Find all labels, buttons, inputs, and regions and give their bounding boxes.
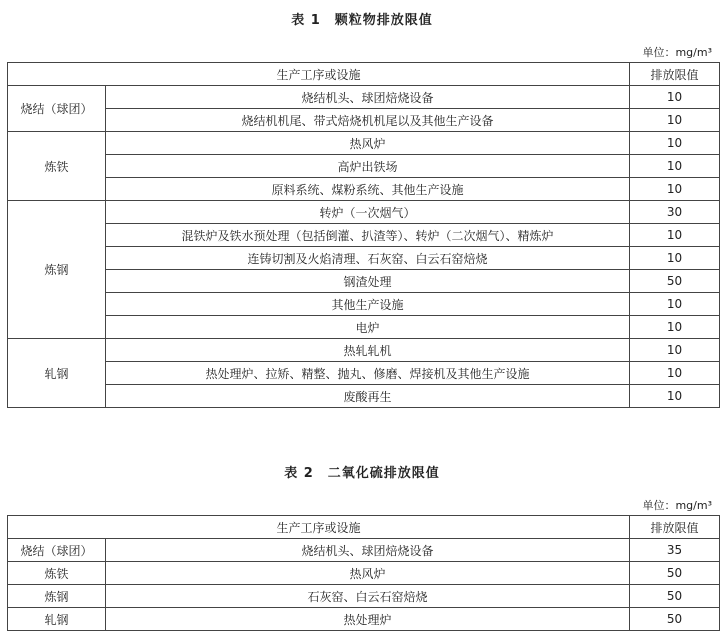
table-row <box>8 562 720 585</box>
table2-title: 表 2 二氧化硫排放限值 <box>284 466 440 481</box>
limit-cell: 10 <box>630 362 720 385</box>
limit-cell: 10 <box>630 178 720 201</box>
table-row <box>8 109 720 132</box>
limit-cell: 10 <box>630 86 720 109</box>
facility-cell: 热风炉 <box>106 132 630 155</box>
limit-cell: 10 <box>630 247 720 270</box>
category-cell: 炼钢 <box>8 585 106 608</box>
category-cell: 轧钢 <box>8 608 106 631</box>
limit-cell: 10 <box>630 293 720 316</box>
facility-cell: 烧结机机尾、带式焙烧机机尾以及其他生产设备 <box>106 109 630 132</box>
category-cell: 炼铁 <box>8 562 106 585</box>
limit-cell: 10 <box>630 155 720 178</box>
table-row <box>8 362 720 385</box>
table2-unit: 单位：mg/m³ <box>642 499 712 512</box>
limit-cell: 10 <box>630 224 720 247</box>
limit-cell: 10 <box>630 385 720 408</box>
facility-cell: 烧结机头、球团焙烧设备 <box>106 539 630 562</box>
limit-cell: 10 <box>630 339 720 362</box>
header-process: 生产工序或设施 <box>8 63 630 86</box>
table-row <box>8 224 720 247</box>
table-row <box>8 270 720 293</box>
category-cell: 炼钢 <box>8 201 106 339</box>
facility-cell: 电炉 <box>106 316 630 339</box>
limit-cell: 50 <box>630 585 720 608</box>
facility-cell: 混铁炉及铁水预处理（包括倒灌、扒渣等）、转炉（二次烟气）、精炼炉 <box>106 224 630 247</box>
table-row <box>8 539 720 562</box>
table-row <box>8 293 720 316</box>
limit-cell: 35 <box>630 539 720 562</box>
table-header-row <box>8 63 720 86</box>
facility-cell: 石灰窑、白云石窑焙烧 <box>106 585 630 608</box>
table-row <box>8 385 720 408</box>
table1-title: 表 1 颗粒物排放限值 <box>291 13 433 28</box>
table-row <box>8 132 720 155</box>
table-row <box>8 316 720 339</box>
header-process: 生产工序或设施 <box>8 516 630 539</box>
facility-cell: 其他生产设施 <box>106 293 630 316</box>
table1-unit: 单位：mg/m³ <box>642 46 712 59</box>
limit-cell: 10 <box>630 132 720 155</box>
table-row <box>8 155 720 178</box>
limit-cell: 10 <box>630 316 720 339</box>
limit-cell: 50 <box>630 608 720 631</box>
facility-cell: 连铸切割及火焰清理、石灰窑、白云石窑焙烧 <box>106 247 630 270</box>
table-row <box>8 86 720 109</box>
facility-cell: 热风炉 <box>106 562 630 585</box>
table-row <box>8 178 720 201</box>
table-header-row <box>8 516 720 539</box>
particulate-limit-table <box>7 62 720 408</box>
category-cell: 轧钢 <box>8 339 106 408</box>
facility-cell: 原料系统、煤粉系统、其他生产设施 <box>106 178 630 201</box>
facility-cell: 钢渣处理 <box>106 270 630 293</box>
facility-cell: 废酸再生 <box>106 385 630 408</box>
table-row <box>8 247 720 270</box>
facility-cell: 高炉出铁场 <box>106 155 630 178</box>
category-cell: 烧结（球团） <box>8 86 106 132</box>
category-cell: 烧结（球团） <box>8 539 106 562</box>
limit-cell: 50 <box>630 562 720 585</box>
limit-cell: 50 <box>630 270 720 293</box>
so2-limit-table <box>7 515 720 631</box>
header-limit: 排放限值 <box>630 63 720 86</box>
facility-cell: 热处理炉 <box>106 608 630 631</box>
category-cell: 炼铁 <box>8 132 106 201</box>
table-row <box>8 585 720 608</box>
facility-cell: 烧结机头、球团焙烧设备 <box>106 86 630 109</box>
facility-cell: 转炉（一次烟气） <box>106 201 630 224</box>
table-row <box>8 201 720 224</box>
facility-cell: 热轧轧机 <box>106 339 630 362</box>
facility-cell: 热处理炉、拉矫、精整、抛丸、修磨、焊接机及其他生产设施 <box>106 362 630 385</box>
header-limit: 排放限值 <box>630 516 720 539</box>
table-row <box>8 608 720 631</box>
limit-cell: 10 <box>630 109 720 132</box>
table-row <box>8 339 720 362</box>
limit-cell: 30 <box>630 201 720 224</box>
